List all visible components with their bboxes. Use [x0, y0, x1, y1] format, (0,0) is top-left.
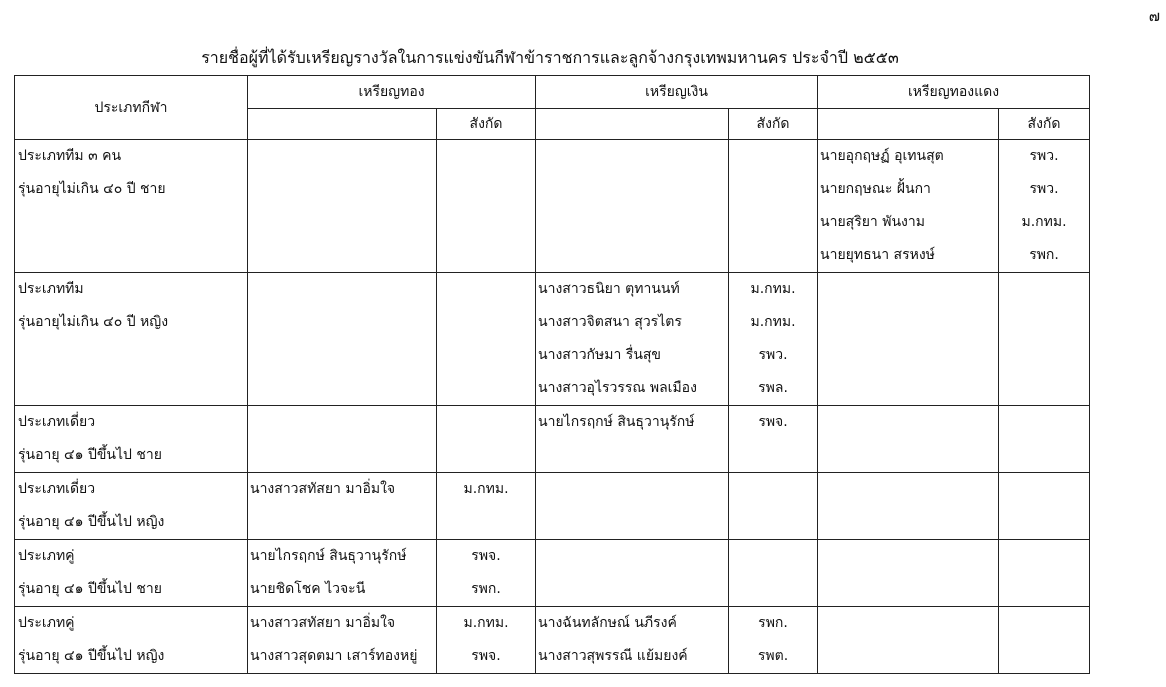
category-line: ประเภทเดี่ยว: [18, 414, 96, 430]
silver-affiliation-cell: [729, 273, 818, 406]
athlete-name: นางสาวสุดตมา เสาร์ทองหยู่: [250, 648, 418, 664]
athlete-name: นางสาวอุไรวรรณ พลเมือง: [538, 380, 697, 396]
bronze-affiliation-cell: [999, 473, 1090, 540]
bronze-names-cell: [818, 140, 999, 273]
affiliation: รพต.: [757, 648, 789, 664]
silver-names-cell: [536, 406, 729, 473]
athlete-name: นายยุทธนา สรหงษ์: [820, 247, 935, 263]
silver-affiliation-cell: [729, 406, 818, 473]
table-row: [15, 273, 1090, 406]
bronze-affiliation-header: สังกัด: [999, 109, 1090, 140]
category-line: รุ่นอายุ ๔๑ ปีขึ้นไป หญิง: [18, 648, 165, 664]
silver-affiliation-cell: [729, 473, 818, 540]
category-line: ประเภทเดี่ยว: [18, 481, 96, 497]
gold-affiliation-cell: [437, 473, 536, 540]
silver-affiliation-header: สังกัด: [729, 109, 818, 140]
category-line: รุ่นอายุไม่เกิน ๔๐ ปี ชาย: [18, 181, 166, 197]
category-cell: [15, 473, 248, 540]
affiliation: ม.กทม.: [750, 281, 796, 297]
category-cell: [15, 607, 248, 674]
table-row: [15, 406, 1090, 473]
gold-names-cell: [248, 273, 437, 406]
gold-names-cell: [248, 607, 437, 674]
bronze-names-cell: [818, 406, 999, 473]
athlete-name: นางสาวสทัสยา มาอิ่มใจ: [250, 481, 396, 497]
bronze-affiliation-cell: [999, 273, 1090, 406]
table-row: [15, 140, 1090, 273]
silver-names-cell: [536, 607, 729, 674]
athlete-name: นางฉันทลักษณ์ นภีรงค์: [538, 615, 677, 631]
category-line: รุ่นอายุ ๔๑ ปีขึ้นไป ชาย: [18, 581, 162, 597]
table-row: [15, 607, 1090, 674]
affiliation: รพจ.: [471, 648, 501, 664]
gold-affiliation-cell: [437, 607, 536, 674]
gold-names-cell: [248, 540, 437, 607]
category-header: ประเภทกีฬา: [15, 76, 248, 140]
silver-names-cell: [536, 273, 729, 406]
category-cell: [15, 540, 248, 607]
bronze-medal-header: เหรียญทองแดง: [818, 76, 1090, 109]
category-line: รุ่นอายุ ๔๑ ปีขึ้นไป ชาย: [18, 447, 162, 463]
affiliation: รพล.: [758, 380, 788, 396]
table-row: [15, 473, 1090, 540]
gold-affiliation-header: สังกัด: [437, 109, 536, 140]
silver-affiliation-cell: [729, 540, 818, 607]
gold-affiliation-cell: [437, 406, 536, 473]
silver-names-cell: [536, 540, 729, 607]
category-cell: [15, 406, 248, 473]
affiliation: รพก.: [758, 615, 788, 631]
gold-affiliation-cell: [437, 273, 536, 406]
bronze-names-cell: [818, 607, 999, 674]
silver-name-subheader: [536, 109, 729, 140]
athlete-name: นายชิดโชค ไวจะนี: [250, 581, 366, 597]
silver-affiliation-cell: [729, 607, 818, 674]
bronze-affiliation-cell: [999, 406, 1090, 473]
affiliation: รพจ.: [758, 414, 788, 430]
affiliation: ม.กทม.: [1021, 214, 1067, 230]
gold-medal-header: เหรียญทอง: [248, 76, 536, 109]
table-row: [15, 540, 1090, 607]
bronze-affiliation-cell: [999, 607, 1090, 674]
athlete-name: นางสาวสุพรรณี แย้มยงค์: [538, 648, 688, 664]
gold-names-cell: [248, 406, 437, 473]
bronze-affiliation-cell: [999, 140, 1090, 273]
bronze-names-cell: [818, 540, 999, 607]
gold-names-cell: [248, 140, 437, 273]
bronze-affiliation-cell: [999, 540, 1090, 607]
affiliation: รพจ.: [471, 548, 501, 564]
affiliation: รพว.: [1029, 181, 1059, 197]
athlete-name: นางสาวสทัสยา มาอิ่มใจ: [250, 615, 396, 631]
affiliation: ม.กทม.: [463, 481, 509, 497]
athlete-name: นายไกรฤกษ์ สินธุวานุรักษ์: [250, 548, 407, 564]
category-cell: [15, 273, 248, 406]
category-line: ประเภททีม ๓ คน: [18, 148, 122, 164]
affiliation: รพว.: [1029, 148, 1059, 164]
document-title: รายชื่อผู้ที่ได้รับเหรียญรางวัลในการแข่งขันกีฬาข้าราชการและลูกจ้างกรุงเทพมหานคร ประจำปี ๒๕๕๓: [201, 48, 899, 67]
affiliation: รพว.: [758, 347, 788, 363]
gold-affiliation-cell: [437, 540, 536, 607]
bronze-name-subheader: [818, 109, 999, 140]
silver-names-cell: [536, 473, 729, 540]
athlete-name: นายสุริยา พันงาม: [820, 214, 925, 230]
category-line: ประเภทคู่: [18, 548, 75, 564]
gold-affiliation-cell: [437, 140, 536, 273]
category-cell: [15, 140, 248, 273]
header-row: [15, 76, 1090, 109]
silver-affiliation-cell: [729, 140, 818, 273]
bronze-names-cell: [818, 273, 999, 406]
affiliation: ม.กทม.: [750, 314, 796, 330]
page-number: ๗: [1148, 7, 1160, 25]
affiliation: รพก.: [1029, 247, 1059, 263]
affiliation: ม.กทม.: [463, 615, 509, 631]
affiliation: รพก.: [471, 581, 501, 597]
gold-name-subheader: [248, 109, 437, 140]
gold-names-cell: [248, 473, 437, 540]
category-line: ประเภทคู่: [18, 615, 75, 631]
category-line: ประเภททีม: [18, 281, 84, 297]
athlete-name: นางสาวธนิยา ตุทานนท์: [538, 281, 680, 297]
athlete-name: นายไกรฤกษ์ สินธุวานุรักษ์: [538, 414, 695, 430]
silver-names-cell: [536, 140, 729, 273]
athlete-name: นางสาวจิตสนา สุวรไตร: [538, 314, 682, 330]
silver-medal-header: เหรียญเงิน: [536, 76, 818, 109]
bronze-names-cell: [818, 473, 999, 540]
athlete-name: นางสาวกัษมา รื่นสุข: [538, 347, 662, 363]
category-line: รุ่นอายุ ๔๑ ปีขึ้นไป หญิง: [18, 514, 165, 530]
category-line: รุ่นอายุไม่เกิน ๔๐ ปี หญิง: [18, 314, 169, 330]
medal-table: [14, 75, 1090, 674]
athlete-name: นายกฤษณะ ฝั้นกา: [820, 181, 931, 197]
athlete-name: นายอุกฤษฏ์ อุเทนสุต: [820, 148, 944, 164]
